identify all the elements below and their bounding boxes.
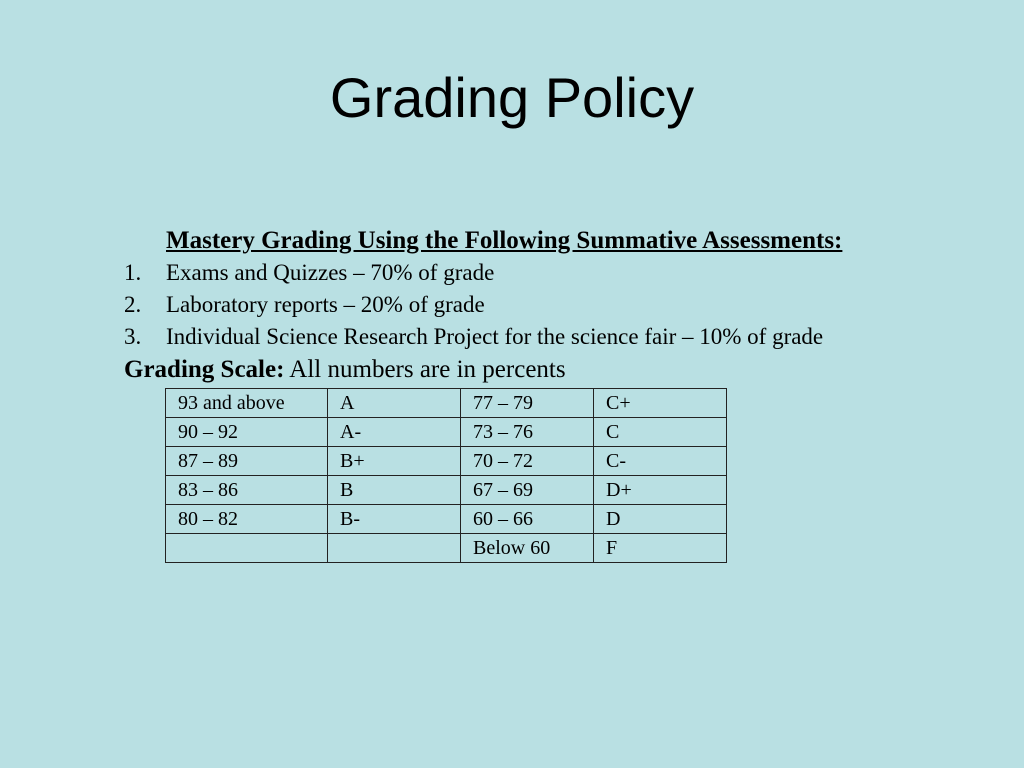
table-row: [166, 505, 727, 534]
grade-table: [165, 388, 727, 563]
table-cell: B+: [328, 447, 461, 476]
table-cell: 93 and above: [166, 389, 328, 418]
table-cell: A-: [328, 418, 461, 447]
table-cell: 67 – 69: [461, 476, 594, 505]
table-cell: 60 – 66: [461, 505, 594, 534]
table-cell: 73 – 76: [461, 418, 594, 447]
table-cell: 80 – 82: [166, 505, 328, 534]
table-row: [166, 476, 727, 505]
table-cell: C+: [594, 389, 727, 418]
table-cell: F: [594, 534, 727, 563]
table-cell: 87 – 89: [166, 447, 328, 476]
assessment-item: [124, 322, 823, 352]
assessment-text: Individual Science Research Project for the science fair – 10% of grade: [166, 324, 824, 349]
table-row: [166, 418, 727, 447]
table-cell: B: [328, 476, 461, 505]
assessment-text: Exams and Quizzes – 70% of grade: [166, 260, 495, 285]
grading-scale-line: [124, 354, 566, 386]
assessment-number: 3.: [124, 324, 142, 349]
assessment-item: [124, 290, 485, 320]
table-cell: Below 60: [461, 534, 594, 563]
assessment-number: 1.: [124, 260, 142, 285]
assessment-item: [124, 258, 494, 288]
table-cell: [328, 534, 461, 563]
table-cell: C-: [594, 447, 727, 476]
table-cell: C: [594, 418, 727, 447]
table-row: [166, 447, 727, 476]
table-row: [166, 534, 727, 563]
table-cell: [166, 534, 328, 563]
table-cell: 83 – 86: [166, 476, 328, 505]
grading-scale-label: Grading Scale:: [124, 356, 285, 383]
table-cell: 70 – 72: [461, 447, 594, 476]
grading-scale-note: All numbers are in percents: [289, 356, 566, 383]
slide-title: Grading Policy: [329, 66, 695, 129]
assessments-heading: Mastery Grading Using the Following Summative Assessments:: [166, 227, 843, 254]
assessment-text: Laboratory reports – 20% of grade: [166, 292, 485, 317]
table-cell: 90 – 92: [166, 418, 328, 447]
table-row: [166, 389, 727, 418]
table-cell: B-: [328, 505, 461, 534]
table-cell: A: [328, 389, 461, 418]
table-cell: D+: [594, 476, 727, 505]
table-cell: 77 – 79: [461, 389, 594, 418]
table-cell: D: [594, 505, 727, 534]
assessment-number: 2.: [124, 292, 142, 317]
